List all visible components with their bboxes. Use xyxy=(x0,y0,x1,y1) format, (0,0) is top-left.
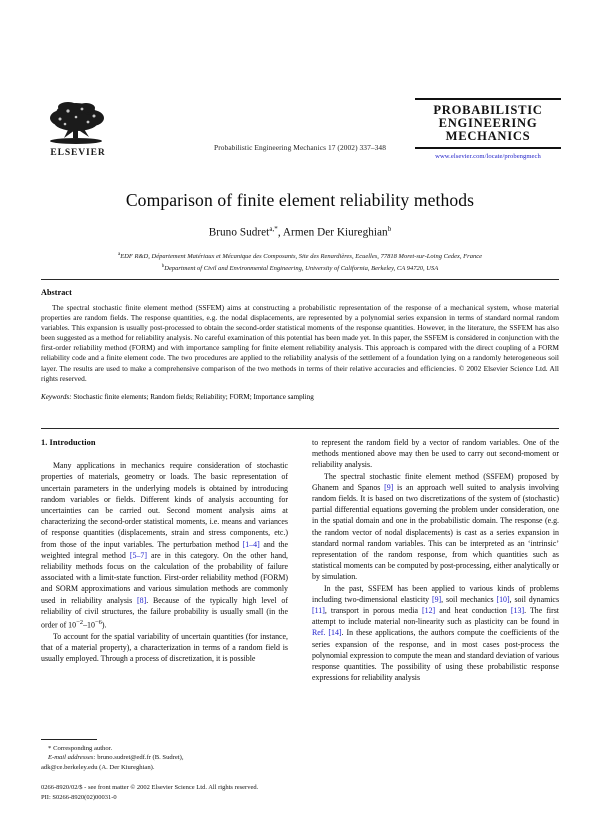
citation-11[interactable]: [11] xyxy=(312,606,325,616)
email-line-1 xyxy=(41,753,291,762)
column-left xyxy=(41,437,288,747)
affiliation-a-mark: a xyxy=(117,251,121,257)
corresponding-author-note xyxy=(41,744,291,753)
citation-8[interactable]: [8] xyxy=(137,595,147,605)
author-2-marks: b xyxy=(387,225,392,233)
par-r3-b: , soil mechanics xyxy=(441,594,497,604)
par-r2-b: is an approach well suited to analysis involving random fields. It is based on two discretizations of the system of (stochastic) partial differential equations governing the problem under consideration, one in the spatial domain and one in the probabilistic domain. The response (e.g. the random vector of nodal displacements) is cast as a series expansion in standard normal random variables. This can be interpreted as an ‘intrinsic’ representation of the random response, from which quantities such as statistical moments can be computed by post-processing, either analytically or by simulation. xyxy=(312,482,559,582)
affiliations xyxy=(0,250,600,275)
par-l1-b: and the weighted integral method xyxy=(41,539,288,560)
abstract-body: The spectral stochastic finite element method (SSFEM) aims at constructing a probabilistic representation of the response of a mechanical system, whose material properties are random fields. The response quantities, e.g. the nodal displacements, are represented by a polynomial series expansion in terms of standard normal random variables. This expansion is usually post-processed to obtain the second-order statistical moments of the response quantities. However, in the literature, the SSFEM has also been suggested as a method for reliability analysis. No careful examination of this potential has been made yet. In this paper, the SSFEM is considered in conjunction with the first-order reliability method (FORM) and with importance sampling for finite element reliability analysis. This approach is compared with the direct coupling of a FORM reliability code and a finite element code. The two procedures are applied to the reliability analysis of the settlement of a foundation lying on a randomly heterogeneous soil layer. The results are used to make a comprehensive comparison of the two methods in terms of their relative accuracies and efficiencies. © 2002 Elsevier Science Ltd. All rights reserved. xyxy=(41,303,559,383)
par-l1-e: –10 xyxy=(83,620,95,630)
abstract-heading: Abstract xyxy=(41,288,72,297)
journal-url-link[interactable]: www.elsevier.com/locate/probengmech xyxy=(435,152,541,160)
footnote-separator xyxy=(41,739,97,740)
par-l1-c: are in this category. On the other hand, reliability methods focus on the calculation of the probability of failure associated with a limit-state function. First-order reliability method (FORM) and SORM approximations and various simulation methods are commonly used in reliability analysis xyxy=(41,550,288,605)
email-label: E-mail addresses: xyxy=(48,754,96,762)
brand-rule-bottom xyxy=(415,147,561,149)
par-r3-f: . The first attempt to include material non-linearity such as plasticity can be found in xyxy=(312,606,559,627)
par-r3-a: In the past, SSFEM has been applied to various kinds of problems including two-dimensional elasticity xyxy=(312,583,559,604)
issn-line: 0266-8920/02/$ - see front matter © 2002 Elsevier Science Ltd. All rights reserved. xyxy=(41,784,259,791)
citation-1-4[interactable]: [1–4] xyxy=(242,539,260,549)
journal-brand xyxy=(404,98,572,160)
brand-rule-top xyxy=(415,98,561,100)
author-list xyxy=(0,225,600,239)
par-l1-d: . Because of the typically high level of reliability of civil structures, the failure probability is usually small (in the order of 10 xyxy=(41,595,288,630)
par-l1-a: Many applications in mechanics require consideration of stochastic properties of materials, geometry or loads. The basic representation of uncertain parameters in the underlying models is obtained by introducing random variables or fields. Different kinds of analysis accounting for uncertainties can be carried out. Second moment analysis aims at characterizing the second-order statistical moments, i.e. means and variances of response quantities (displacements, strain and stress components, etc.) from those of the input variables. The perturbation method xyxy=(41,461,288,549)
paragraph-right-1: to represent the random field by a vector of random variables. One of the methods mentioned above may then be used to carry out second-moment or reliability analysis. xyxy=(312,438,559,470)
masthead xyxy=(0,0,600,172)
exponent-minus-2: −2 xyxy=(76,619,84,627)
affiliation-a xyxy=(0,250,600,262)
asterisk-mark: * xyxy=(48,745,52,752)
journal-brand-line-3: MECHANICS xyxy=(445,129,531,143)
paragraph-left-1 xyxy=(41,460,288,631)
page-title: Comparison of finite element reliability methods xyxy=(125,190,475,210)
citation-12[interactable]: [12] xyxy=(422,606,436,616)
journal-brand-title xyxy=(404,104,572,144)
pii-line: PII: S0266-8920(02)00031-0 xyxy=(41,793,117,801)
affiliation-b-mark: b xyxy=(161,264,165,270)
par-r2-a: The spectral stochastic finite element method (SSFEM) proposed by Ghanem and Spanos xyxy=(312,471,559,492)
elsevier-logo xyxy=(41,100,115,166)
elsevier-tree-logo-icon xyxy=(46,100,110,147)
par-r3-c: , soil dynamics xyxy=(509,594,560,604)
par-r3-d: , transport in porous media xyxy=(324,606,422,616)
author-1-marks: a,* xyxy=(269,225,278,233)
paragraph-right-2 xyxy=(312,471,559,583)
keywords-value: Stochastic finite elements; Random fields; Reliability; FORM; Importance sampling xyxy=(71,392,314,401)
abstract-rule-top xyxy=(41,279,559,280)
journal-brand-line-1: PROBABILISTIC xyxy=(433,102,543,117)
column-right xyxy=(312,437,559,747)
exponent-minus-6: −6 xyxy=(94,619,102,627)
title-block xyxy=(0,190,600,274)
par-l1-f: ). xyxy=(101,620,107,630)
abstract-section xyxy=(41,288,559,402)
paragraph-right-3 xyxy=(312,583,559,684)
affiliation-b xyxy=(0,262,600,274)
journal-brand-line-2: ENGINEERING xyxy=(438,115,538,130)
email-address-1[interactable]: bruno.sudret@edf.fr (B. Sudret), xyxy=(95,754,184,762)
citation-5-7[interactable]: [5–7] xyxy=(129,550,147,560)
footnote-block xyxy=(41,744,291,772)
par-r3-g: . In these applications, the authors compute the coefficients of the series expansion of the response, and in most cases post-process the polynomial expression to compute the mean and standard deviation of various response quantities. The possibility of using these probabilistic response expressions for reliability analysis xyxy=(312,628,560,683)
citation-13[interactable]: [13] xyxy=(510,606,525,616)
keywords xyxy=(41,393,559,402)
author-separator: , Armen Der Kiureghian xyxy=(277,226,388,239)
copyright-block xyxy=(41,783,341,802)
citation-9b[interactable]: [9] xyxy=(431,594,442,604)
email-line-2[interactable]: adk@ce.berkeley.edu (A. Der Kiureghian). xyxy=(41,763,155,771)
keywords-label: Keywords: xyxy=(41,392,72,401)
body-columns xyxy=(41,437,559,747)
affiliation-a-text: EDF R&D, Département Matériaux et Mécanique des Composants, Site des Renardières, Ecuelles, 77818 Moret-sur-Loing Cedex, France xyxy=(120,252,483,260)
citation-10[interactable]: [10] xyxy=(496,594,510,604)
journal-citation: Probabilistic Engineering Mechanics 17 (2002) 337–348 xyxy=(214,143,386,152)
par-r3-e: and heat conduction xyxy=(435,606,511,616)
abstract-rule-bottom xyxy=(41,428,559,429)
section-heading-introduction: 1. Introduction xyxy=(41,438,96,447)
elsevier-wordmark: ELSEVIER xyxy=(50,148,106,158)
affiliation-b-text: Department of Civil and Environmental Engineering, University of California, Berkeley, CA 94720, USA xyxy=(164,265,439,273)
citation-9[interactable]: [9] xyxy=(384,482,394,492)
author-1-name: Bruno Sudret xyxy=(208,226,270,239)
corresponding-author-text: Corresponding author. xyxy=(51,745,113,752)
paragraph-left-2: To account for the spatial variability of uncertain quantities (for instance, that of a material property), a characterization in terms of a random field is usually employed. Through a process of discretization, it is possible xyxy=(41,631,288,664)
citation-ref-14[interactable]: Ref. [14] xyxy=(312,628,342,638)
